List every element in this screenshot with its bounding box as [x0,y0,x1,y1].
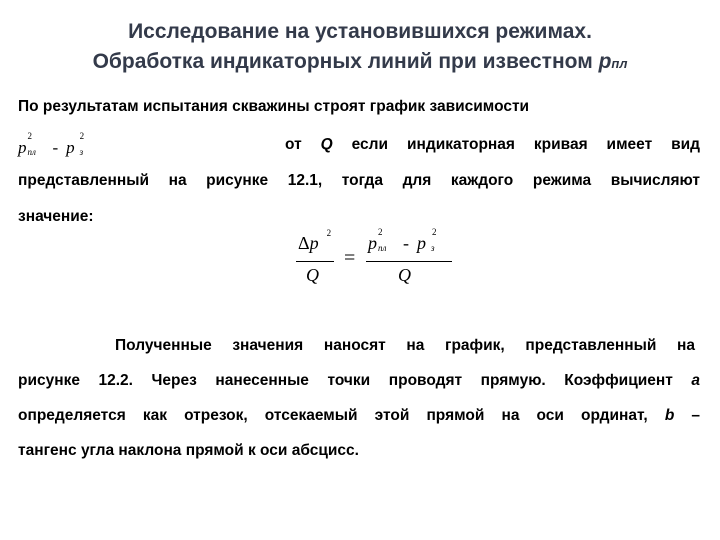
display-formula-right-sub1: пл [378,243,387,253]
display-formula-right-denominator: Q [398,265,411,285]
display-formula-right-fraction-bar [366,261,452,262]
display-formula-right-numerator [368,227,440,254]
paragraph-1-line-4: значение: [18,208,94,225]
display-formula-delta: Δ [298,233,310,253]
paragraph-1-word-ot: от [285,136,302,153]
display-formula-right-minus: - [403,233,409,253]
inline-formula-sup1: 2 [27,131,32,141]
paragraph-1-line-3: представленный на рисунке 12.1, тогда для каждого режима вычисляют [18,172,700,189]
slide-title-subscript: пл [611,56,628,71]
paragraph-2-line-3 [18,406,700,426]
slide-title-line-2-text: Обработка индикаторных линий при известном [92,50,599,73]
slide-title-variable: p [598,50,612,73]
display-formula-right-sup2: 2 [432,227,437,237]
inline-formula-sub2: з [79,147,84,157]
display-formula-right-p2: p [417,233,426,253]
paragraph-1-line-1: По результатам испытания скважины строят график зависимости [18,98,530,115]
display-formula-right-p1: p [368,233,377,253]
paragraph-2-line-4: тангенс угла наклона прямой к оси абсцисс. [18,442,359,459]
inline-formula-sub1: пл [27,147,36,157]
display-formula-equals: = [344,247,356,269]
paragraph-2-line-2 [18,371,700,391]
display-formula-right-sub2: з [431,243,435,253]
paragraph-1-line-2-tail: если индикаторная кривая имеет вид [351,136,700,153]
inline-formula-p1: p [18,138,27,157]
inline-formula-sup2: 2 [79,131,85,141]
paragraph-2-line-1: Полученные значения наносят на график, представленный на [115,337,695,354]
inline-formula-minus: - [52,138,59,157]
display-formula-left-sup: 2 [326,228,332,238]
paragraph-2-line-2-text: рисунке 12.2. Через нанесенные точки проводят прямую. Коэффициент [18,372,673,389]
display-formula-left-fraction-bar [296,261,334,262]
slide-title-line-1: Исследование на установившихся режимах. [128,20,592,43]
display-formula-left-denominator: Q [306,265,319,285]
paragraph-2-dash: – [691,407,701,424]
display-formula-left-p: p [309,233,319,253]
paragraph-1-variable-q: Q [320,136,333,153]
paragraph-2-line-3-text: определяется как отрезок, отсекаемый этой прямой на оси ординат, [18,407,648,424]
display-formula-right-sup1: 2 [378,227,383,237]
paragraph-2-variable-b: b [664,407,675,424]
paragraph-2-variable-a: a [691,372,700,389]
display-formula-left-numerator [298,228,332,254]
inline-formula-p2: p [66,138,75,157]
